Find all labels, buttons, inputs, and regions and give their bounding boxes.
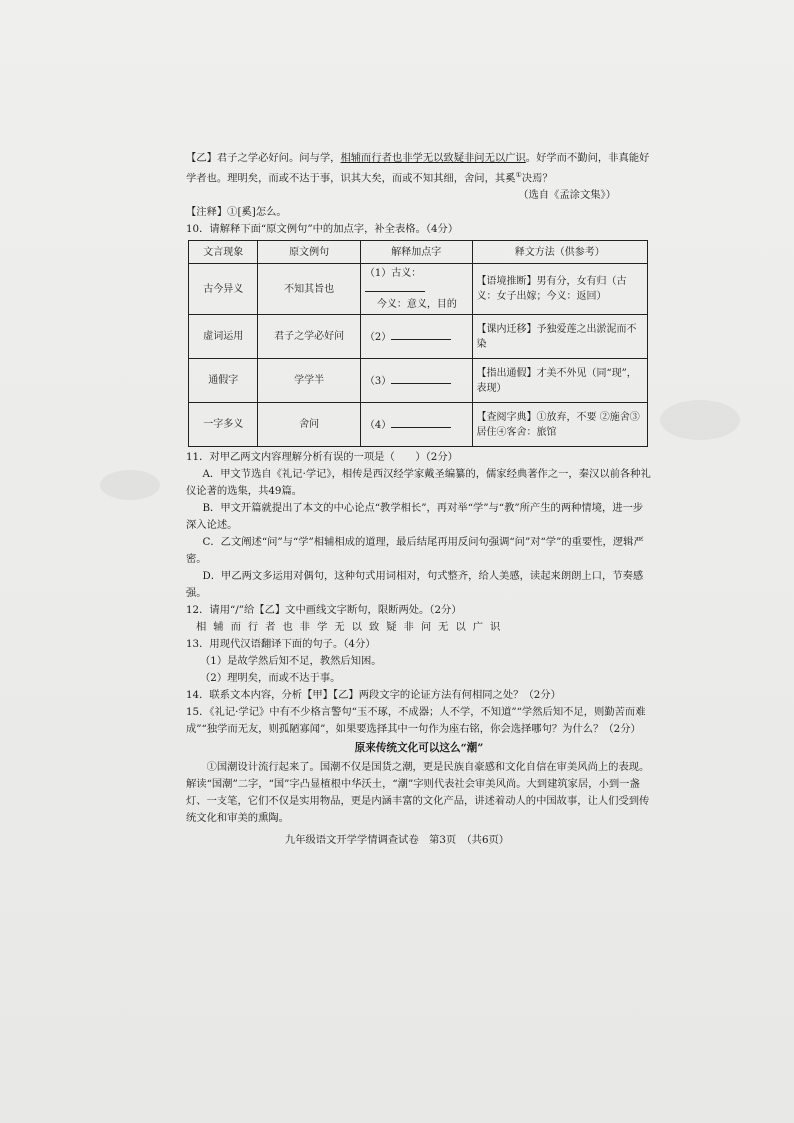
page-footer: 九年级语文开学学情调查试卷 第3页 （共6页） bbox=[284, 834, 510, 846]
method-cell: 【指出通假】才美不外见（同“现”，表现） bbox=[472, 359, 647, 403]
table-header: 原文例句 bbox=[258, 241, 360, 264]
table-row bbox=[189, 264, 648, 315]
table-header: 文言现象 bbox=[189, 241, 258, 264]
question-15: 15．《礼记·学记》中有不少格言警句“玉不琢，不成器；人不学，不知道”“学然后知不足，则勤苦而难成”“独学而无友，则孤陋寡闻”，如果要选择其中一句作为座右铭，你会选择哪句？为什么？（2分） bbox=[186, 706, 646, 736]
table-header-row bbox=[189, 241, 648, 264]
explain-cell bbox=[360, 359, 472, 403]
exam-content bbox=[186, 150, 652, 827]
passage-note: 【注释】①[奚]怎么。 bbox=[186, 206, 287, 219]
sentence-cell: 舍问 bbox=[258, 403, 360, 447]
sentence-cell: 学学半 bbox=[258, 359, 360, 403]
method-cell: 【课内迁移】予独爱莲之出淤泥而不染 bbox=[472, 315, 647, 359]
method-cell: 【查阅字典】①放弃，不要 ②施舍③居住④客舍：旅馆 bbox=[472, 403, 647, 447]
table-row bbox=[189, 315, 648, 359]
translate-item: （1）是故学然后知不足，教然后知困。 bbox=[200, 655, 382, 668]
translate-item: （2）理明矣，而或不达于事。 bbox=[200, 672, 341, 685]
underlined-sentence: 相辅而行者也非学无以致疑非问无以广识 bbox=[340, 152, 526, 164]
method-cell: 【语境推断】男有分，女有归（古义：女子出嫁；今义：返回） bbox=[472, 264, 647, 315]
passage-text: 决焉？ bbox=[521, 172, 553, 185]
explain-label: （3） bbox=[364, 375, 392, 387]
scan-smudge bbox=[100, 470, 160, 500]
note-marker: ① bbox=[515, 171, 522, 179]
passage-yi bbox=[186, 150, 652, 187]
question-12: 12．请用“/”给【乙】文中画线文字断句，限断两处。（2分） bbox=[186, 604, 462, 617]
option-d: D．甲乙两文多运用对偶句，这种句式用词相对，句式整齐，给人美感，读起来朗朗上口，节奏感强。 bbox=[186, 570, 644, 600]
answer-blank[interactable] bbox=[365, 281, 425, 292]
essay-title: 原来传统文化可以这么“潮” bbox=[354, 742, 484, 755]
sentence-cell: 君子之学必好问 bbox=[258, 315, 360, 359]
explain-label: （1）古义： bbox=[364, 268, 422, 280]
table-row bbox=[189, 359, 648, 403]
explain-line: 今义：意义，目的 bbox=[376, 299, 457, 311]
passage-label: 【乙】 bbox=[186, 152, 217, 164]
question-13: 13．用现代汉语翻译下面的句子。（4分） bbox=[186, 638, 376, 651]
phenomenon-cell: 通假字 bbox=[189, 359, 258, 403]
table-header: 解释加点字 bbox=[360, 241, 472, 264]
passage-text: 君子之学必好问。问与学， bbox=[216, 152, 341, 164]
sentence-cell: 不知其旨也 bbox=[258, 264, 360, 315]
scan-smudge bbox=[660, 400, 740, 440]
phenomenon-cell: 虚词运用 bbox=[189, 315, 258, 359]
option-b: B．甲文开篇就提出了本文的中心论点“教学相长”，再对举“学”与“教”所产生的两种情境，进一步深入论述。 bbox=[186, 502, 644, 532]
passage-text: 。好学而不勤问，非真能好学者也。理明矣，而或不达于事，识其大矣，而或不知其细，舍问，其奚 bbox=[186, 152, 650, 185]
answer-blank[interactable] bbox=[391, 417, 451, 428]
table-row bbox=[189, 403, 648, 447]
explain-label: （4） bbox=[364, 419, 392, 431]
question-10: 10．请解释下面“原文例句”中的加点字，补全表格。（4分） bbox=[186, 223, 459, 236]
explain-cell bbox=[360, 315, 472, 359]
explain-cell bbox=[360, 264, 472, 315]
explain-cell bbox=[360, 403, 472, 447]
answer-blank[interactable] bbox=[391, 373, 451, 384]
option-a: A．甲文节选自《礼记·学记》，相传是西汉经学家戴圣编纂的，儒家经典著作之一，秦汉以前各种礼仪论著的选集，共49篇。 bbox=[186, 468, 651, 498]
sentence-to-punctuate: 相辅而行者也非学无以致疑非问无以广识 bbox=[196, 621, 508, 634]
table-header: 释文方法（供参考） bbox=[472, 241, 647, 264]
essay-paragraph: ①国潮设计流行起来了。国潮不仅是国货之潮，更是民族自豪感和文化自信在审美风尚上的表现。解读“国潮”二字，“国”字凸显植根中华沃土，“潮”字则代表社会审美风尚。大到建筑家居，小到一盏灯、一支笔，它们不仅是实用物品，更是内涵丰富的文化产品，讲述着动人的中国故事，让人们受到传统文化和审美的熏陶。 bbox=[186, 761, 650, 825]
phenomenon-cell: 古今异义 bbox=[189, 264, 258, 315]
passage-source: （选自《孟涂文集》） bbox=[518, 189, 616, 202]
phenomenon-cell: 一字多义 bbox=[189, 403, 258, 447]
option-c: C．乙文阐述“问”与“学”相辅相成的道理，最后结尾再用反问句强调“问”对“学”的重要性，逻辑严密。 bbox=[186, 536, 644, 566]
question-11: 11．对甲乙两文内容理解分析有误的一项是（ ）（2分） bbox=[186, 451, 458, 464]
explain-line bbox=[365, 266, 468, 297]
question-14: 14．联系文本内容，分析【甲】【乙】两段文字的论证方法有何相同之处？（2分） bbox=[186, 689, 561, 702]
answer-blank[interactable] bbox=[391, 329, 451, 340]
explain-label: （2） bbox=[364, 331, 392, 343]
annotation-table bbox=[188, 240, 648, 447]
